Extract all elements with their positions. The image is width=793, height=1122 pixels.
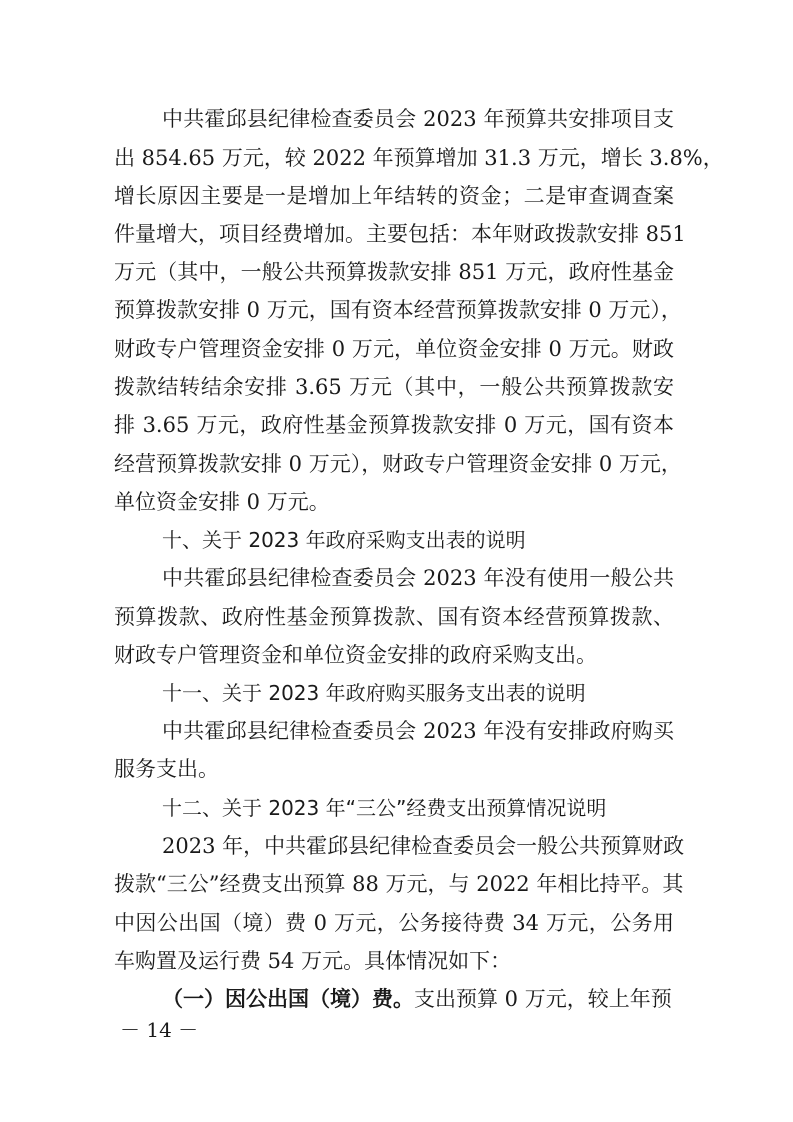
paragraph-line: 件量增大，项目经费增加。主要包括：本年财政拨款安排 851	[114, 222, 686, 246]
paragraph-line: 财政专户管理资金安排 0 万元，单位资金安排 0 万元。财政	[114, 337, 674, 361]
paragraph-line: 中共霍邱县纪律检查委员会 2023 年没有安排政府购买	[162, 719, 674, 743]
paragraph-line: 中共霍邱县纪律检查委员会 2023 年预算共安排项目支	[162, 107, 674, 131]
paragraph-line: 中共霍邱县纪律检查委员会 2023 年没有使用一般公共	[162, 566, 674, 590]
paragraph-line: 增长原因主要是一是增加上年结转的资金；二是审查调查案	[114, 184, 674, 208]
paragraph-line: 服务支出。	[114, 757, 219, 781]
paragraph-line: 车购置及运行费 54 万元。具体情况如下：	[114, 949, 512, 973]
section-heading-11: 十一、关于 2023 年政府购买服务支出表的说明	[162, 681, 586, 705]
paragraph-line: 出 854.65 万元，较 2022 年预算增加 31.3 万元，增长 3.8%，	[114, 146, 724, 170]
section-heading-10: 十、关于 2023 年政府采购支出表的说明	[162, 528, 526, 552]
paragraph-line: 2023 年，中共霍邱县纪律检查委员会一般公共预算财政	[162, 834, 685, 858]
paragraph-line: 排 3.65 万元，政府性基金预算拨款安排 0 万元，国有资本	[114, 413, 674, 437]
paragraph-line: 单位资金安排 0 万元。	[114, 490, 330, 514]
section-heading-12: 十二、关于 2023 年“三公”经费支出预算情况说明	[162, 796, 607, 820]
page-number: － 14 －	[120, 1018, 199, 1042]
paragraph-line: 拨款结转结余安排 3.65 万元（其中，一般公共预算拨款安	[114, 375, 674, 399]
paragraph-line: 拨款“三公”经费支出预算 88 万元，与 2022 年相比持平。其	[114, 872, 684, 896]
paragraph-line: 万元（其中，一般公共预算拨款安排 851 万元，政府性基金	[114, 260, 674, 284]
paragraph-line: 预算拨款、政府性基金预算拨款、国有资本经营预算拨款、	[114, 605, 674, 629]
paragraph-line: 经营预算拨款安排 0 万元），财政专户管理资金安排 0 万元，	[114, 452, 682, 476]
paragraph-line: 财政专户管理资金和单位资金安排的政府采购支出。	[114, 643, 597, 667]
subsection-heading: （一）因公出国（境）费。	[162, 986, 414, 1011]
paragraph-line: 中因公出国（境）费 0 万元，公务接待费 34 万元，公务用	[114, 911, 674, 935]
subsection-line	[162, 986, 674, 1012]
paragraph-line: 预算拨款安排 0 万元，国有资本经营预算拨款安排 0 万元），	[114, 298, 682, 322]
subsection-text: 支出预算 0 万元，较上年预	[414, 987, 672, 1011]
